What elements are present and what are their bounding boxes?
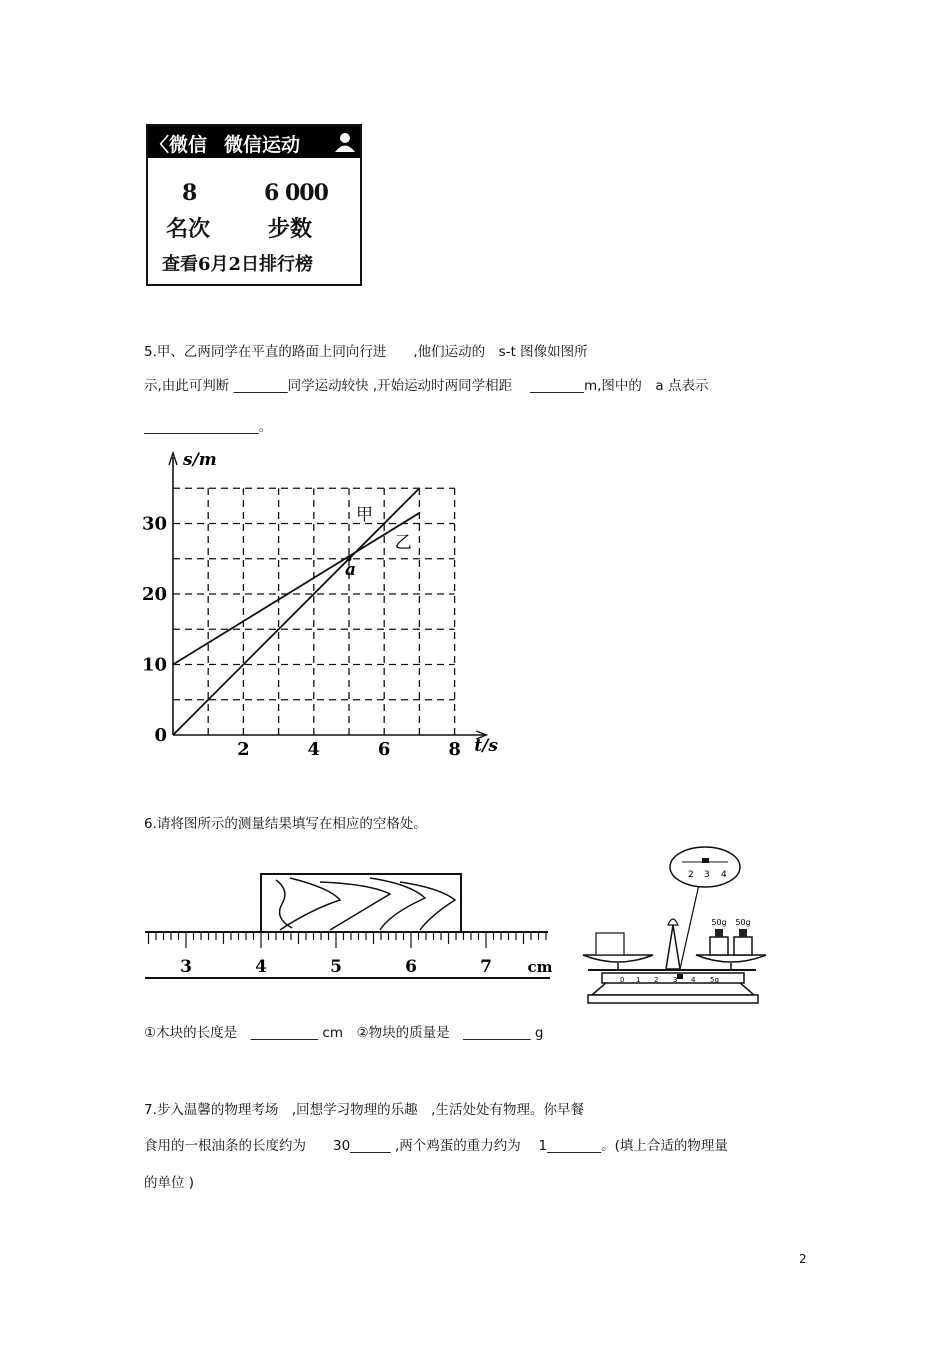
weight-label-2: 50g <box>735 918 751 927</box>
x-tick-label: 4 <box>307 739 321 760</box>
q7-line1: 7.步入温馨的物理考场 ,回想学习物理的乐趣 ,生活处处有物理。你早餐 <box>144 1102 584 1118</box>
y-tick-label: 30 <box>141 513 167 535</box>
y-tick-label: 20 <box>141 584 167 605</box>
user-icon <box>334 131 356 153</box>
dial-label-4: 4 <box>721 870 727 880</box>
ruler-figure <box>140 870 560 985</box>
q6-answer-line: ①木块的长度是 __________ cm ②物块的质量是 __________ g <box>144 1025 544 1041</box>
balance-base <box>588 981 758 1003</box>
q5-line1: 5.甲、乙两同学在平直的路面上同向行进 ,他们运动的 s-t 图像如图所 <box>144 344 588 360</box>
wechat-sport-panel <box>146 124 362 286</box>
beam-rider <box>677 974 683 979</box>
q7-line3: 的单位 ) <box>144 1175 195 1191</box>
series-line-1 <box>173 488 419 735</box>
rank-label: 名次 <box>166 216 211 242</box>
ruler-label: 7 <box>480 957 492 977</box>
weights <box>710 918 752 955</box>
wechat-back-label: 〈微信 <box>150 134 208 156</box>
st-chart <box>135 445 515 775</box>
ruler-unit: cm <box>527 958 553 976</box>
zoom-dial <box>670 847 740 969</box>
balance-pointer <box>666 919 680 969</box>
q5-line3: _________________。 <box>144 419 273 435</box>
q6-line1: 6.请将图所示的测量结果填写在相应的空格处。 <box>144 816 427 832</box>
ruler-label: 6 <box>405 957 417 977</box>
y-axis-label: s/m <box>183 450 217 470</box>
series-label-jia: 甲 <box>356 504 374 525</box>
rank-value: 8 <box>182 180 198 206</box>
wechat-title: 微信运动 <box>224 134 301 156</box>
beam-label-2: 2 <box>654 976 659 984</box>
dial-label-3: 3 <box>704 870 710 880</box>
wood-block <box>261 874 461 932</box>
dial-label-2: 2 <box>688 870 694 880</box>
q5-line2: 示,由此可判断 ________同学运动较快 ,开始运动时两同学相距 ________m,图中的 a 点表示 <box>144 378 709 394</box>
series-label-yi: 乙 <box>394 533 412 554</box>
steps-label: 步数 <box>268 216 313 242</box>
beam-label-5: 5g <box>710 976 719 984</box>
beam-label-3: 3 <box>673 976 678 984</box>
point-a-label: a <box>345 559 357 580</box>
weight-label-1: 50g <box>711 918 727 927</box>
right-pan <box>696 955 766 970</box>
ruler-label: 3 <box>180 957 192 977</box>
y-tick-label: 0 <box>154 725 167 746</box>
ruler-label: 5 <box>330 957 342 977</box>
beam-label-1: 1 <box>636 976 641 984</box>
page-number: 2 <box>799 1252 807 1266</box>
leaderboard-label: 查看6月2日排行榜 <box>162 254 314 275</box>
q7-line2: 食用的一根油条的长度约为 30______ ,两个鸡蛋的重力约为 1________。(填上合适的物理量 <box>144 1138 728 1154</box>
left-pan <box>583 955 653 970</box>
object-block <box>596 933 624 955</box>
x-tick-label: 2 <box>237 739 250 760</box>
x-tick-label: 8 <box>448 739 461 760</box>
y-tick-label: 10 <box>141 654 167 676</box>
x-tick-label: 6 <box>377 739 391 760</box>
balance-figure <box>578 845 768 1010</box>
x-axis-label: t/s <box>474 736 498 756</box>
steps-value: 6 000 <box>264 180 328 206</box>
ruler-label: 4 <box>255 957 267 977</box>
beam-label-4: 4 <box>691 976 696 984</box>
series-line-2 <box>173 513 419 665</box>
balance-beam <box>588 970 756 983</box>
wechat-header <box>148 126 360 158</box>
beam-label-0: 0 <box>620 976 625 984</box>
